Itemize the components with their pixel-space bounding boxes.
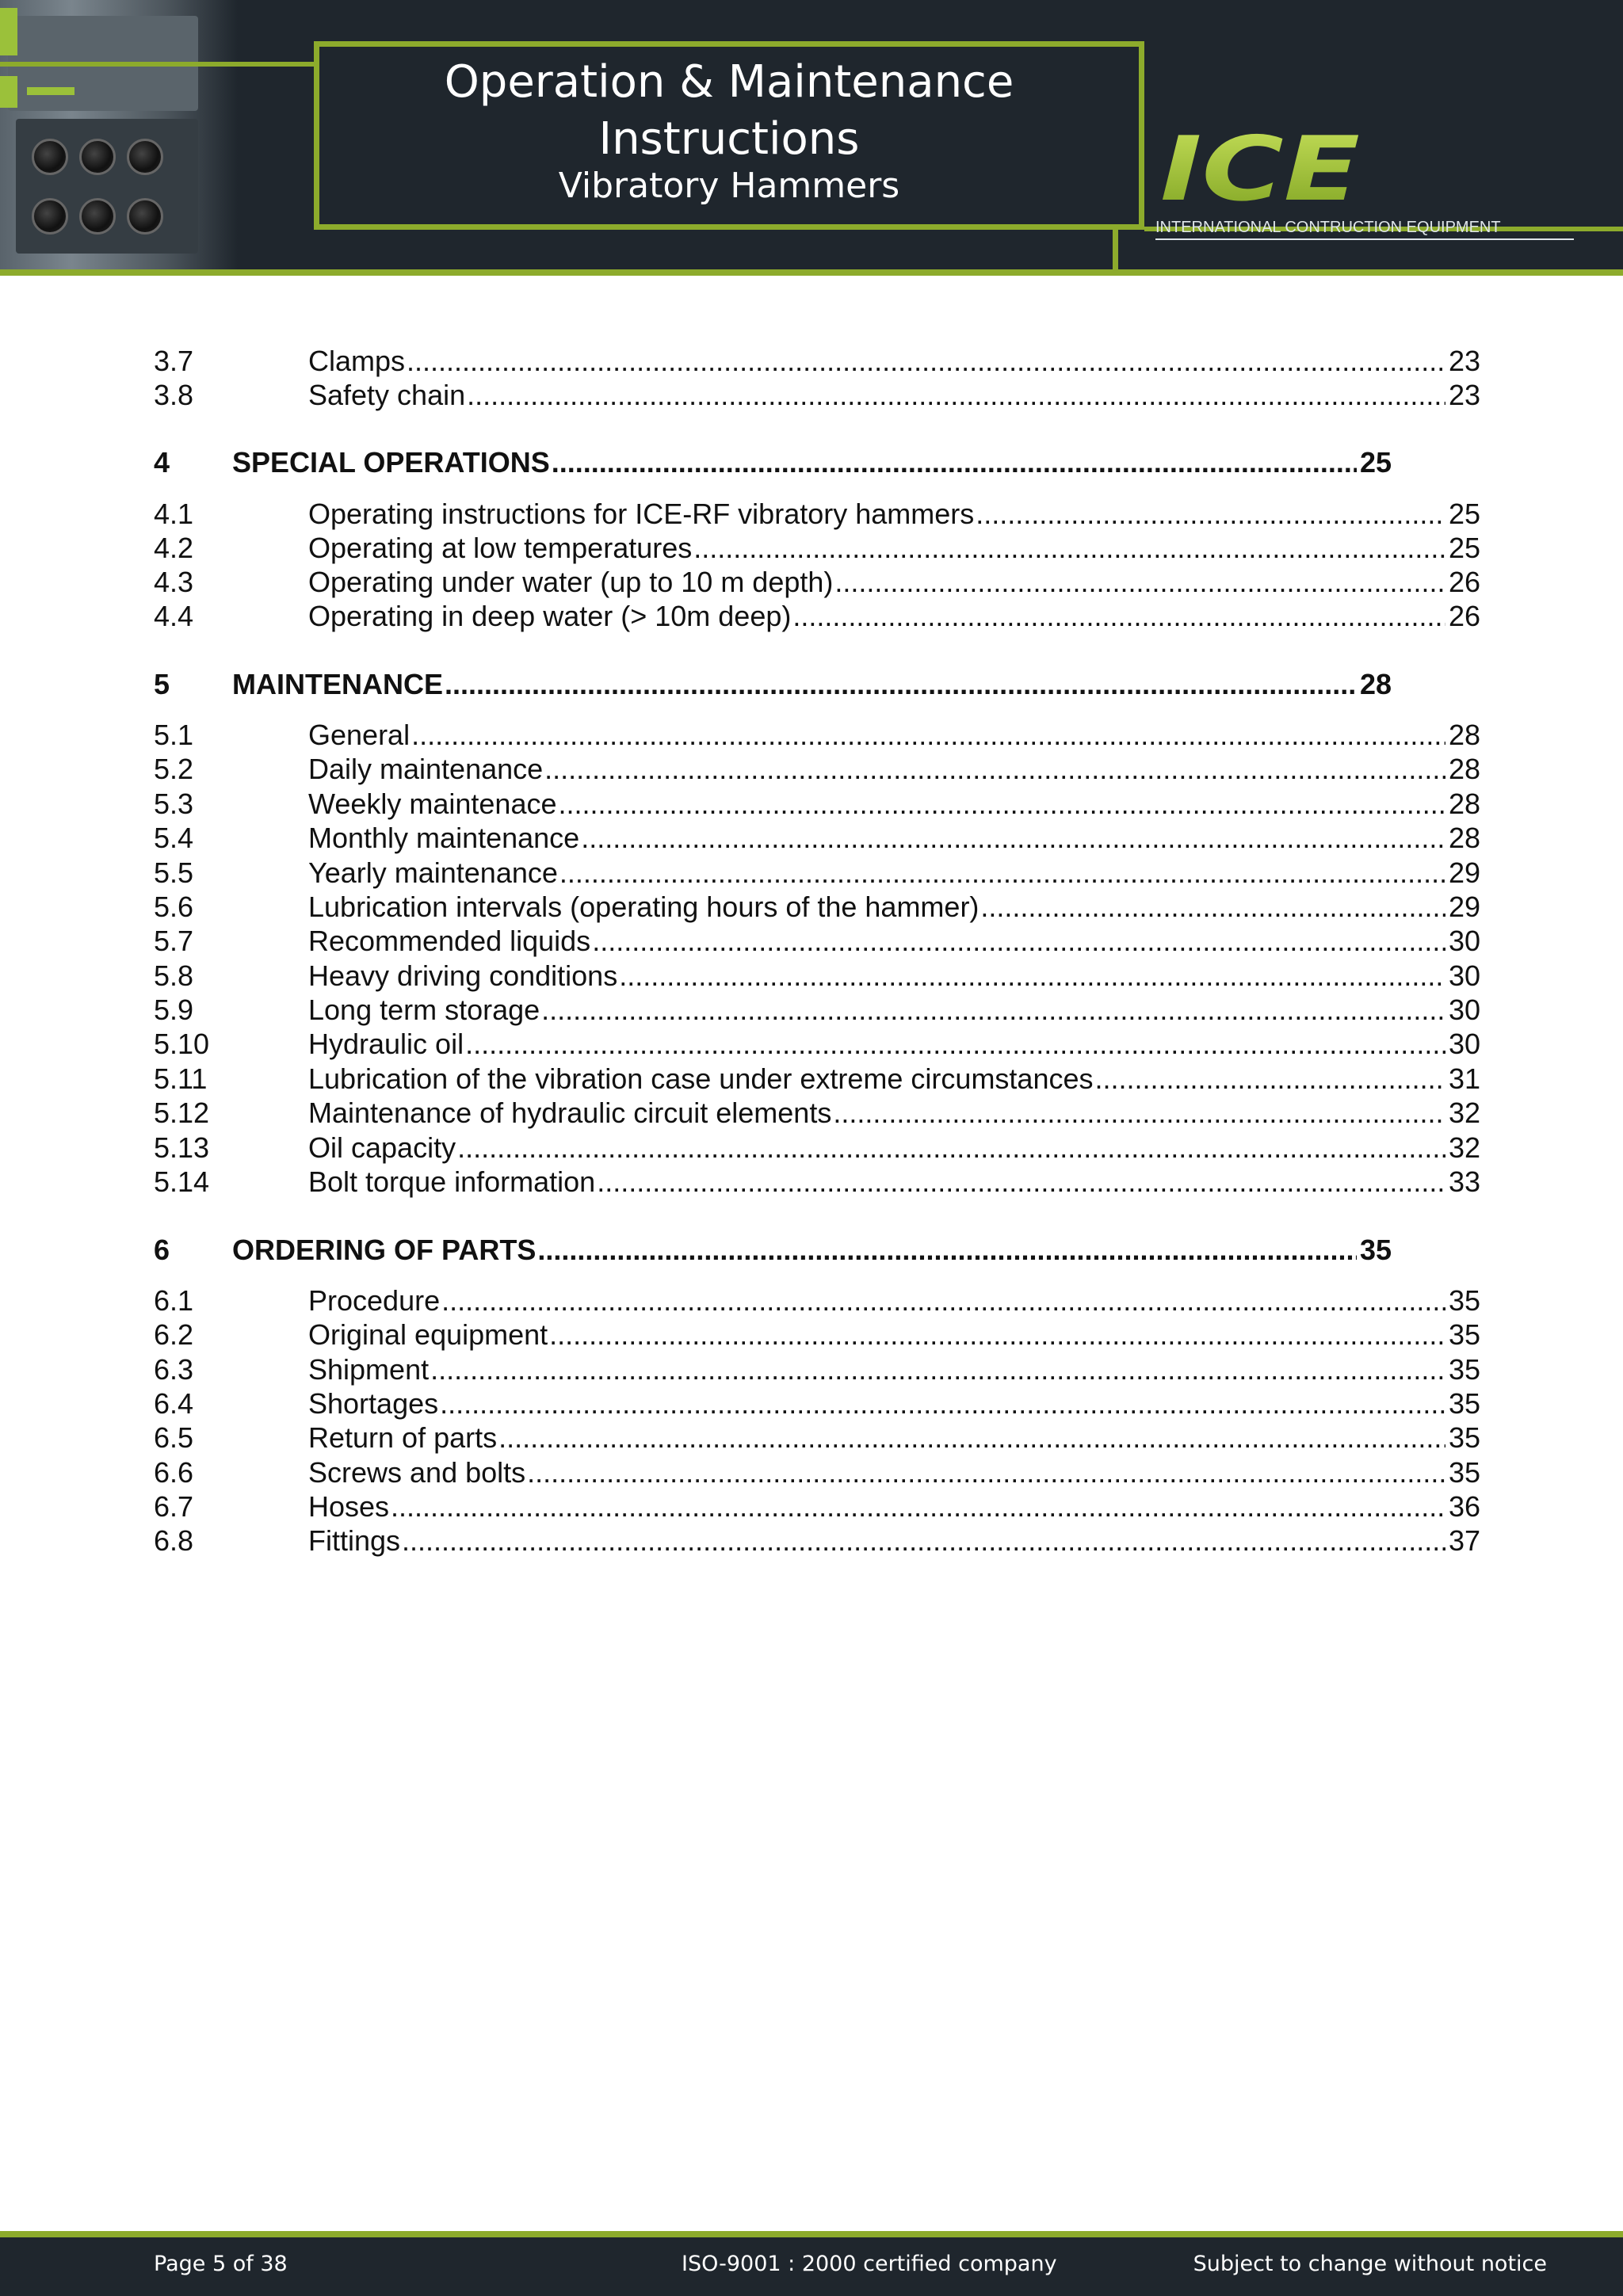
toc-page-number: 35 bbox=[1448, 1353, 1480, 1386]
toc-page-number: 28 bbox=[1448, 719, 1480, 751]
toc-title: Operating in deep water (> 10m deep) bbox=[308, 600, 792, 632]
toc-leader-dots bbox=[581, 821, 1445, 856]
toc-section-row[interactable] bbox=[154, 1131, 1480, 1165]
document-subtitle: Vibratory Hammers bbox=[558, 166, 900, 206]
toc-number: 6.3 bbox=[154, 1353, 194, 1386]
toc-leader-dots bbox=[549, 1318, 1445, 1352]
toc-leader-dots bbox=[465, 1027, 1445, 1062]
toc-title: Oil capacity bbox=[308, 1131, 456, 1164]
toc-title: Maintenance of hydraulic circuit elements bbox=[308, 1097, 832, 1129]
header-rule-left bbox=[0, 62, 314, 67]
toc-leader-dots bbox=[619, 959, 1445, 994]
toc-entry bbox=[308, 1524, 1480, 1558]
toc-section-row[interactable] bbox=[154, 1524, 1480, 1558]
toc-leader-dots bbox=[402, 1524, 1445, 1558]
toc-number: 6.5 bbox=[154, 1421, 194, 1454]
toc-entry bbox=[308, 1283, 1480, 1318]
toc-number: 5.9 bbox=[154, 994, 194, 1026]
toc-entry bbox=[308, 787, 1480, 822]
toc-entry bbox=[308, 752, 1480, 787]
toc-leader-dots bbox=[445, 667, 1357, 702]
toc-page-number: 25 bbox=[1359, 446, 1392, 479]
toc-page-number: 26 bbox=[1448, 600, 1480, 632]
toc-leader-dots bbox=[792, 599, 1445, 634]
toc-leader-dots bbox=[833, 1096, 1445, 1131]
toc-section-row[interactable] bbox=[154, 1421, 1480, 1455]
toc-title: Yearly maintenance bbox=[308, 856, 558, 889]
toc-number: 5 bbox=[154, 668, 170, 700]
toc-title: Lubrication intervals (operating hours of the hammer) bbox=[308, 891, 980, 923]
machine-photo bbox=[0, 0, 238, 269]
toc-leader-dots bbox=[537, 1233, 1357, 1268]
toc-leader-dots bbox=[407, 344, 1445, 379]
toc-title: Return of parts bbox=[308, 1421, 498, 1454]
toc-entry bbox=[308, 565, 1480, 600]
toc-chapter-row[interactable] bbox=[154, 445, 1392, 480]
header-rule-bottom bbox=[0, 269, 1623, 276]
toc-section-row[interactable] bbox=[154, 1386, 1480, 1421]
toc-chapter-row[interactable] bbox=[154, 1233, 1392, 1268]
toc-entry bbox=[232, 445, 1392, 480]
toc-number: 5.14 bbox=[154, 1165, 210, 1198]
toc-section-row[interactable] bbox=[154, 993, 1480, 1028]
toc-title: Shipment bbox=[308, 1353, 430, 1386]
toc-entry bbox=[308, 1027, 1480, 1062]
header-rule-vertical bbox=[1113, 230, 1118, 269]
toc-section-row[interactable] bbox=[154, 787, 1480, 822]
toc-number: 6.4 bbox=[154, 1387, 194, 1420]
toc-page-number: 35 bbox=[1359, 1234, 1392, 1266]
toc-section-row[interactable] bbox=[154, 718, 1480, 753]
toc-number: 5.6 bbox=[154, 891, 194, 923]
toc-page-number: 35 bbox=[1448, 1456, 1480, 1489]
toc-title: Fittings bbox=[308, 1524, 401, 1557]
toc-number: 3.8 bbox=[154, 379, 194, 411]
toc-leader-dots bbox=[411, 718, 1445, 753]
toc-section-row[interactable] bbox=[154, 924, 1480, 959]
toc-section-row[interactable] bbox=[154, 890, 1480, 925]
toc-section-row[interactable] bbox=[154, 565, 1480, 600]
toc-page-number: 35 bbox=[1448, 1284, 1480, 1317]
toc-page-number: 26 bbox=[1448, 566, 1480, 598]
toc-leader-dots bbox=[693, 531, 1445, 566]
toc-page-number: 29 bbox=[1448, 856, 1480, 889]
toc-number: 3.7 bbox=[154, 345, 194, 377]
change-notice: Subject to change without notice bbox=[1193, 2252, 1547, 2276]
toc-leader-dots bbox=[597, 1165, 1445, 1199]
toc-section-row[interactable] bbox=[154, 1062, 1480, 1097]
toc-leader-dots bbox=[541, 993, 1445, 1028]
toc-page-number: 28 bbox=[1448, 788, 1480, 820]
toc-number: 5.10 bbox=[154, 1028, 210, 1060]
toc-chapter-row[interactable] bbox=[154, 667, 1392, 702]
toc-entry bbox=[308, 821, 1480, 856]
toc-title: ORDERING OF PARTS bbox=[232, 1234, 537, 1266]
toc-title: Procedure bbox=[308, 1284, 441, 1317]
toc-section-row[interactable] bbox=[154, 531, 1480, 566]
toc-section-row[interactable] bbox=[154, 1165, 1480, 1199]
toc-page-number: 35 bbox=[1448, 1387, 1480, 1420]
toc-page-number: 28 bbox=[1448, 822, 1480, 854]
toc-title: MAINTENANCE bbox=[232, 668, 443, 700]
toc-entry bbox=[308, 993, 1480, 1028]
toc-page-number: 23 bbox=[1448, 379, 1480, 411]
toc-entry bbox=[308, 1386, 1480, 1421]
toc-entry bbox=[308, 856, 1480, 891]
toc-section-row[interactable] bbox=[154, 752, 1480, 787]
toc-section-row[interactable] bbox=[154, 1455, 1480, 1490]
toc-title: Operating at low temperatures bbox=[308, 532, 693, 564]
logo-text: ICE bbox=[1160, 132, 1360, 208]
toc-leader-dots bbox=[467, 378, 1445, 413]
toc-entry bbox=[308, 1489, 1480, 1524]
company-tagline: INTERNATIONAL CONTRUCTION EQUIPMENT bbox=[1155, 219, 1574, 240]
toc-number: 6 bbox=[154, 1234, 170, 1266]
page-footer bbox=[0, 2237, 1623, 2296]
toc-entry bbox=[232, 667, 1392, 702]
toc-leader-dots bbox=[976, 497, 1445, 532]
toc-page-number: 33 bbox=[1448, 1165, 1480, 1198]
toc-number: 6.7 bbox=[154, 1490, 194, 1523]
toc-page-number: 31 bbox=[1448, 1062, 1480, 1095]
toc-entry bbox=[308, 344, 1480, 379]
toc-title: Hydraulic oil bbox=[308, 1028, 464, 1060]
toc-number: 5.12 bbox=[154, 1097, 210, 1129]
toc-title: General bbox=[308, 719, 411, 751]
toc-section-row[interactable] bbox=[154, 497, 1480, 532]
document-title: Operation & Maintenance bbox=[444, 56, 1014, 108]
toc-page-number: 29 bbox=[1448, 891, 1480, 923]
toc-leader-dots bbox=[834, 565, 1445, 600]
toc-title: Recommended liquids bbox=[308, 925, 591, 957]
toc-entry bbox=[308, 924, 1480, 959]
toc-entry bbox=[308, 1421, 1480, 1455]
certification-note: ISO-9001 : 2000 certified company bbox=[682, 2252, 1057, 2276]
toc-entry bbox=[308, 531, 1480, 566]
toc-number: 5.1 bbox=[154, 719, 194, 751]
toc-title: Heavy driving conditions bbox=[308, 959, 618, 992]
toc-title: Weekly maintenace bbox=[308, 788, 557, 820]
toc-leader-dots bbox=[559, 856, 1445, 891]
toc-page-number: 35 bbox=[1448, 1421, 1480, 1454]
toc-leader-dots bbox=[980, 890, 1445, 925]
toc-number: 5.4 bbox=[154, 822, 194, 854]
toc-number: 6.2 bbox=[154, 1318, 194, 1351]
toc-leader-dots bbox=[592, 924, 1445, 959]
toc-entry bbox=[308, 718, 1480, 753]
toc-page-number: 25 bbox=[1448, 532, 1480, 564]
title-box bbox=[314, 41, 1144, 230]
toc-number: 5.7 bbox=[154, 925, 194, 957]
toc-number: 4.3 bbox=[154, 566, 194, 598]
toc-section-row[interactable] bbox=[154, 959, 1480, 994]
toc-section-row[interactable] bbox=[154, 344, 1480, 379]
toc-section-row[interactable] bbox=[154, 1489, 1480, 1524]
toc-leader-dots bbox=[498, 1421, 1445, 1455]
toc-leader-dots bbox=[1095, 1062, 1445, 1097]
toc-entry bbox=[308, 1318, 1480, 1352]
toc-page-number: 23 bbox=[1448, 345, 1480, 377]
toc-section-row[interactable] bbox=[154, 378, 1480, 413]
toc-number: 5.13 bbox=[154, 1131, 210, 1164]
toc-title: Monthly maintenance bbox=[308, 822, 580, 854]
toc-number: 6.1 bbox=[154, 1284, 194, 1317]
toc-page-number: 28 bbox=[1359, 668, 1392, 700]
toc-title: Hoses bbox=[308, 1490, 390, 1523]
ice-logo bbox=[1157, 132, 1363, 208]
toc-number: 4.1 bbox=[154, 498, 194, 530]
toc-section-row[interactable] bbox=[154, 856, 1480, 891]
toc-title: SPECIAL OPERATIONS bbox=[232, 446, 550, 479]
toc-number: 6.8 bbox=[154, 1524, 194, 1557]
toc-entry bbox=[308, 497, 1480, 532]
toc-leader-dots bbox=[441, 1283, 1445, 1318]
toc-section-row[interactable] bbox=[154, 821, 1480, 856]
toc-title: Operating under water (up to 10 m depth) bbox=[308, 566, 834, 598]
toc-title: Safety chain bbox=[308, 379, 466, 411]
toc-leader-dots bbox=[440, 1386, 1445, 1421]
toc-title: Original equipment bbox=[308, 1318, 548, 1351]
toc-title: Long term storage bbox=[308, 994, 540, 1026]
footer-rule bbox=[0, 2231, 1623, 2237]
toc-number: 5.3 bbox=[154, 788, 194, 820]
page-header bbox=[0, 0, 1623, 269]
toc-page-number: 30 bbox=[1448, 959, 1480, 992]
toc-section-row[interactable] bbox=[154, 1283, 1480, 1318]
toc-entry bbox=[308, 1062, 1480, 1097]
toc-entry bbox=[308, 1165, 1480, 1199]
toc-leader-dots bbox=[391, 1489, 1445, 1524]
toc-title: Clamps bbox=[308, 345, 406, 377]
toc-page-number: 36 bbox=[1448, 1490, 1480, 1523]
toc-page-number: 30 bbox=[1448, 994, 1480, 1026]
toc-leader-dots bbox=[552, 445, 1357, 480]
toc-page-number: 28 bbox=[1448, 753, 1480, 785]
toc-section-row[interactable] bbox=[154, 1318, 1480, 1352]
toc-number: 5.11 bbox=[154, 1062, 208, 1095]
toc-entry bbox=[308, 1096, 1480, 1131]
document-title-continued: Instructions bbox=[598, 113, 860, 165]
toc-page-number: 30 bbox=[1448, 925, 1480, 957]
toc-page-number: 32 bbox=[1448, 1097, 1480, 1129]
toc-leader-dots bbox=[527, 1455, 1445, 1490]
toc-entry bbox=[308, 959, 1480, 994]
toc-entry bbox=[308, 1131, 1480, 1165]
toc-title: Daily maintenance bbox=[308, 753, 544, 785]
toc-number: 5.8 bbox=[154, 959, 194, 992]
toc-title: Screws and bolts bbox=[308, 1456, 526, 1489]
toc-leader-dots bbox=[430, 1352, 1445, 1387]
toc-entry bbox=[308, 890, 1480, 925]
toc-leader-dots bbox=[544, 752, 1445, 787]
toc-title: Shortages bbox=[308, 1387, 439, 1420]
toc-page-number: 37 bbox=[1448, 1524, 1480, 1557]
page-number: Page 5 of 38 bbox=[154, 2252, 288, 2276]
toc-entry bbox=[308, 378, 1480, 413]
toc-number: 4.2 bbox=[154, 532, 194, 564]
toc-title: Bolt torque information bbox=[308, 1165, 596, 1198]
toc-page-number: 32 bbox=[1448, 1131, 1480, 1164]
toc-entry bbox=[308, 1455, 1480, 1490]
toc-section-row[interactable] bbox=[154, 1352, 1480, 1387]
toc-page-number: 25 bbox=[1448, 498, 1480, 530]
toc-page-number: 35 bbox=[1448, 1318, 1480, 1351]
toc-title: Lubrication of the vibration case under extreme circumstances bbox=[308, 1062, 1094, 1095]
toc-number: 4 bbox=[154, 446, 170, 479]
toc-number: 5.2 bbox=[154, 753, 194, 785]
toc-section-row[interactable] bbox=[154, 1096, 1480, 1131]
toc-number: 6.6 bbox=[154, 1456, 194, 1489]
toc-title: Operating instructions for ICE-RF vibratory hammers bbox=[308, 498, 975, 530]
toc-leader-dots bbox=[457, 1131, 1445, 1165]
toc-leader-dots bbox=[559, 787, 1445, 822]
toc-section-row[interactable] bbox=[154, 599, 1480, 634]
toc-number: 4.4 bbox=[154, 600, 194, 632]
toc-section-row[interactable] bbox=[154, 1027, 1480, 1062]
toc-entry bbox=[232, 1233, 1392, 1268]
toc-entry bbox=[308, 599, 1480, 634]
toc-number: 5.5 bbox=[154, 856, 194, 889]
toc-entry bbox=[308, 1352, 1480, 1387]
toc-page-number: 30 bbox=[1448, 1028, 1480, 1060]
